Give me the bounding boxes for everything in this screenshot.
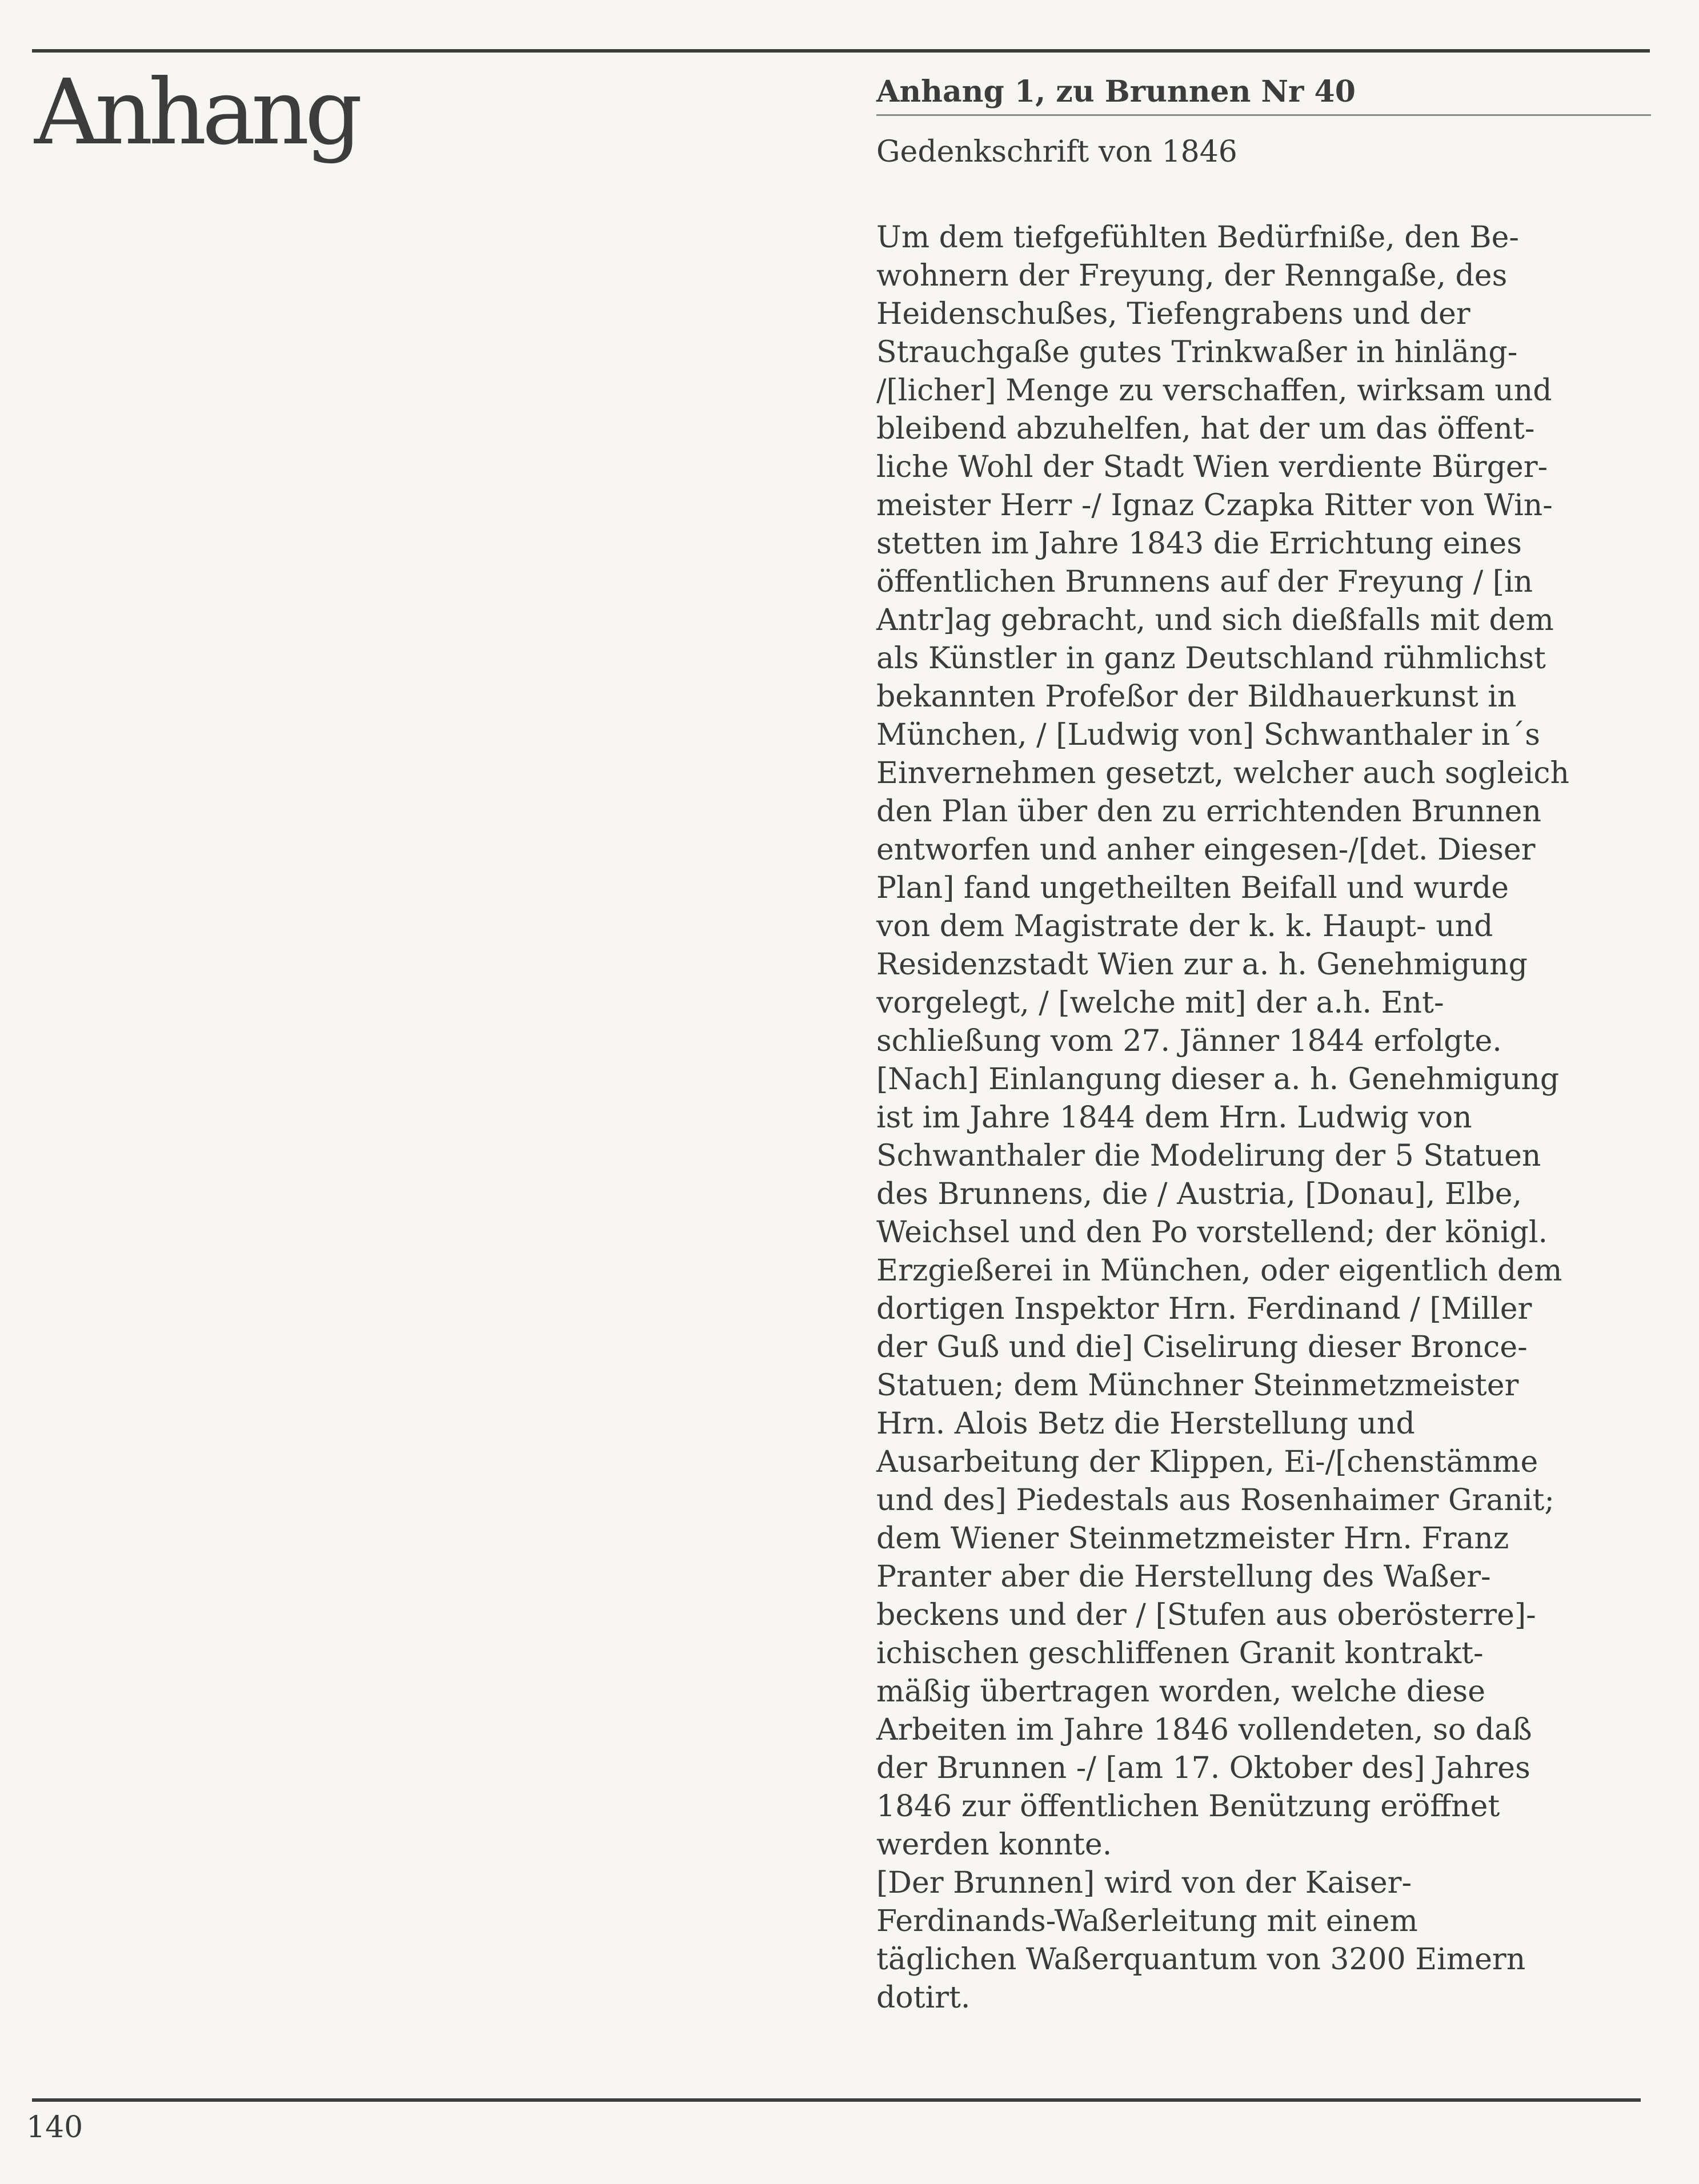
body-text-line: Ausarbeitung der Klippen, Ei-/[chenstämme (876, 1445, 1538, 1479)
body-text-line: 1846 zur öffentlichen Benützung eröffnet (876, 1789, 1500, 1824)
body-text-line: [Der Brunnen] wird von der Kaiser- (876, 1866, 1412, 1900)
body-text-line: /[licher] Menge zu verschaffen, wirksam und (876, 374, 1552, 408)
body-text-line: Weichsel und den Po vorstellend; der königl. (876, 1215, 1548, 1250)
body-text-line: Erzgießerei in München, oder eigentlich dem (876, 1254, 1562, 1288)
body-text-line: schließung vom 27. Jänner 1844 erfolgte. (876, 1024, 1502, 1058)
appendix-body-text (876, 219, 1651, 2017)
body-text-line: werden konnte. (876, 1828, 1112, 1862)
appendix-subtitle: Gedenkschrift von 1846 (876, 135, 1237, 169)
body-text-line: des Brunnens, die / Austria, [Donau], Elbe, (876, 1177, 1522, 1211)
body-text-line: bekannten Profeßor der Bildhauerkunst in (876, 680, 1517, 714)
body-text-line: Antr]ag gebracht, und sich dießfalls mit dem (876, 603, 1554, 637)
body-text-line: Pranter aber die Herstellung des Waßer- (876, 1560, 1491, 1594)
body-text-line: und des] Piedestals aus Rosenhaimer Granit; (876, 1483, 1554, 1517)
body-text-line: Statuen; dem Münchner Steinmetzmeister (876, 1368, 1519, 1403)
body-text-line: der Guß und die] Ciselirung dieser Bronce- (876, 1330, 1528, 1364)
appendix-heading: Anhang 1, zu Brunnen Nr 40 (876, 72, 1651, 116)
body-text-line: München, / [Ludwig von] Schwanthaler in´s (876, 718, 1540, 752)
top-rule (32, 49, 1650, 53)
body-text-line: Ferdinands-Waßerleitung mit einem (876, 1904, 1418, 1938)
body-text-line: den Plan über den zu errichtenden Brunnen (876, 794, 1541, 829)
body-text-line: täglichen Waßerquantum von 3200 Eimern (876, 1942, 1526, 1977)
body-text-line: [Nach] Einlangung dieser a. h. Genehmigung (876, 1062, 1560, 1097)
body-text-line: Arbeiten im Jahre 1846 vollendeten, so daß (876, 1713, 1532, 1747)
body-text-line: Einvernehmen gesetzt, welcher auch sogleich (876, 756, 1569, 790)
body-text-line: mäßig übertragen worden, welche diese (876, 1675, 1485, 1709)
body-text-line: stetten im Jahre 1843 die Errichtung eines (876, 527, 1522, 561)
body-text-line: meister Herr -/ Ignaz Czapka Ritter von Win- (876, 488, 1553, 523)
body-text-line: öffentlichen Brunnens auf der Freyung / [in (876, 565, 1533, 599)
body-text-line: Heidenschußes, Tiefengrabens und der (876, 297, 1470, 331)
body-text-line: liche Wohl der Stadt Wien verdiente Bürger- (876, 450, 1548, 484)
body-text-line: Strauchgaße gutes Trinkwaßer in hinläng- (876, 335, 1518, 370)
body-text-line: als Künstler in ganz Deutschland rühmlichst (876, 641, 1546, 676)
body-text-line: bleibend abzuhelfen, hat der um das öffent- (876, 412, 1535, 446)
body-text-line: Schwanthaler die Modelirung der 5 Statuen (876, 1139, 1541, 1173)
body-text-line: Residenzstadt Wien zur a. h. Genehmigung (876, 948, 1528, 982)
body-text-line: Um dem tiefgefühlten Bedürfniße, den Be- (876, 220, 1519, 255)
body-text-line: dortigen Inspektor Hrn. Ferdinand / [Miller (876, 1292, 1532, 1326)
body-text-line: der Brunnen -/ [am 17. Oktober des] Jahres (876, 1751, 1530, 1785)
page-number: 140 (26, 2110, 83, 2145)
body-text-line: ichischen geschliffenen Granit kontrakt- (876, 1636, 1484, 1671)
appendix-column (876, 72, 1651, 2017)
body-text-line: wohnern der Freyung, der Renngaße, des (876, 259, 1508, 293)
body-text-line: vorgelegt, / [welche mit] der a.h. Ent- (876, 986, 1444, 1020)
body-text-line: beckens und der / [Stufen aus oberösterre]- (876, 1598, 1536, 1632)
section-title: Anhang (34, 60, 358, 165)
body-text-line: dem Wiener Steinmetzmeister Hrn. Franz (876, 1521, 1509, 1556)
body-text-line: entworfen und anher eingesen-/[det. Dieser (876, 833, 1536, 867)
bottom-rule (32, 2098, 1641, 2102)
body-text-line: Hrn. Alois Betz die Herstellung und (876, 1407, 1415, 1441)
body-text-line: von dem Magistrate der k. k. Haupt- und (876, 909, 1493, 944)
body-text-line: ist im Jahre 1844 dem Hrn. Ludwig von (876, 1101, 1472, 1135)
body-text-line: Plan] fand ungetheilten Beifall und wurde (876, 871, 1509, 905)
body-text-line: dotirt. (876, 1981, 971, 2015)
